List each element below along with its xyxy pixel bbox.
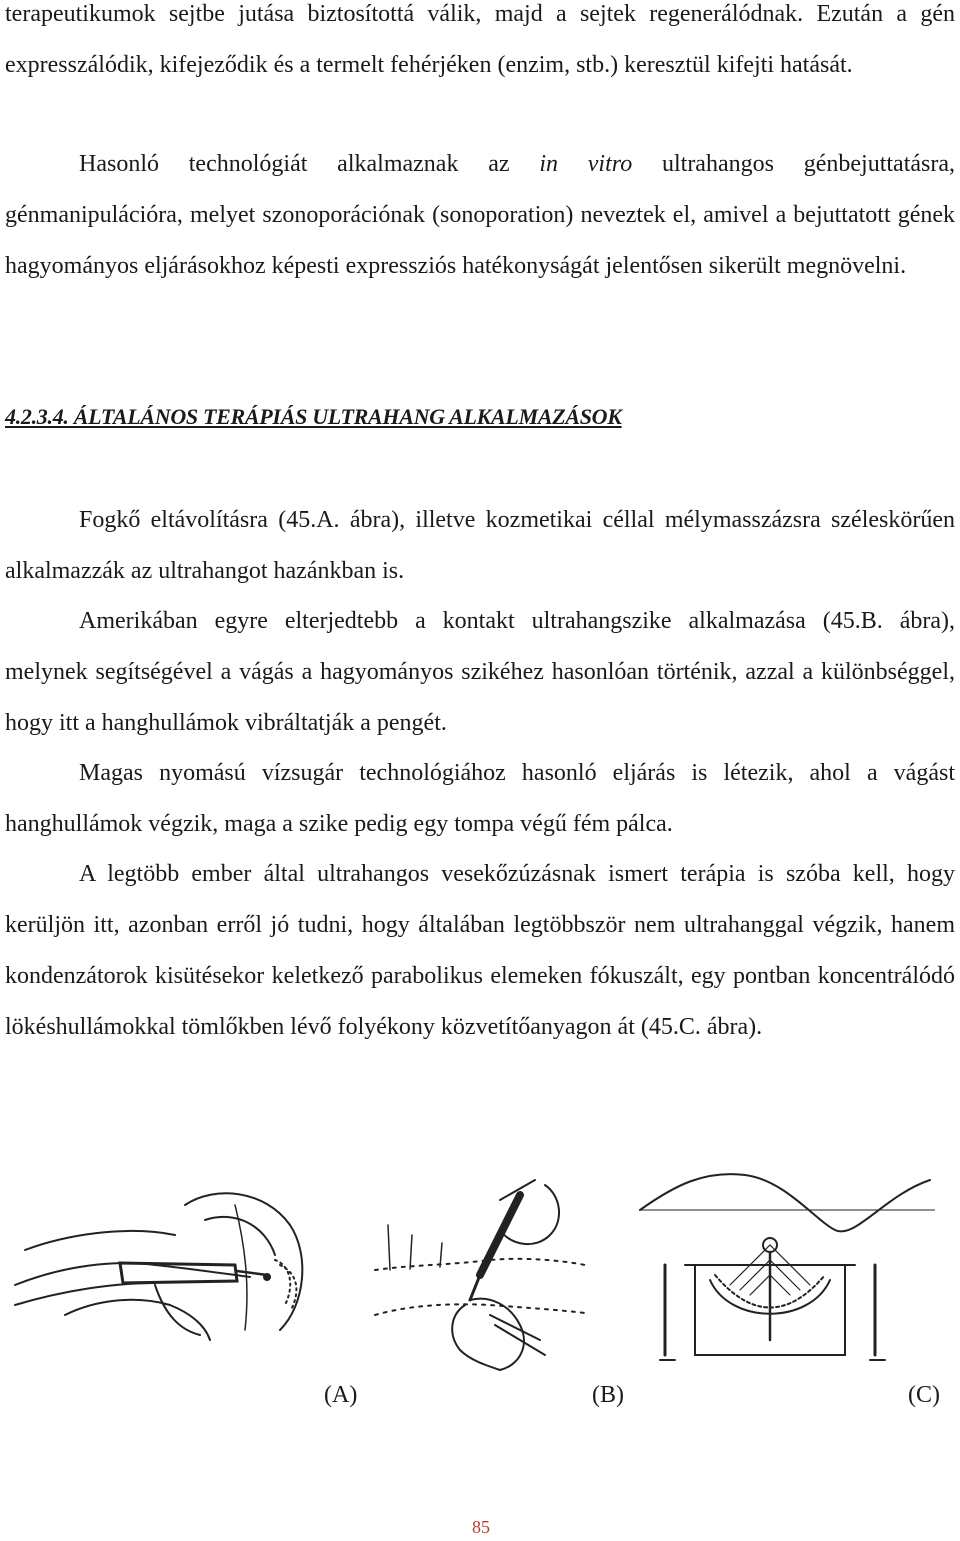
figure-caption-a: (A) — [324, 1382, 358, 1408]
paragraph-sonoporation-text-1: Hasonló technológiát alkalmaznak az — [79, 151, 540, 177]
figure-caption-b: (B) — [592, 1382, 624, 1408]
paragraph-lithotripsy: A legtöbb ember által ultrahangos vesekőzúzásnak ismert terápia is szóba kell, hogy kerüljön itt, azonban erről jó tudni, hogy általában legtöbbször nem ultrahanggal végzik, hanem kondenzátorok kisütésekor keletkező parabolikus elemeken fókuszált, egy pontban koncentrálódó lökéshullámokkal tömlőkben lévő folyékony közvetítőanyagon át (45.C. ábra). — [5, 861, 955, 1040]
figure-dental-scaler-drawing — [5, 1165, 325, 1365]
section-heading: 4.2.3.4. ÁLTALÁNOS TERÁPIÁS ULTRAHANG ALKALMAZÁSOK — [5, 404, 622, 429]
in-vitro-term: in vitro — [539, 151, 633, 177]
paragraph-ultrasonic-scalpel: Amerikában egyre elterjedtebb a kontakt ultrahangszike alkalmazása (45.B. ábra), melynek segítségével a vágás a hagyományos szikéhez hasonlóan történik, azzal a különbséggel, hogy itt a hanghullámok vibráltatják a pengét. — [5, 608, 955, 736]
page-number: 85 — [472, 1517, 490, 1537]
paragraph-gene-expression: terapeutikumok sejtbe jutása biztosítottá válik, majd a sejtek regenerálódnak. Ezután a gén expresszálódik, kifejeződik és a termelt fehérjéken (enzim, stb.) keresztül kifejti hatását. — [5, 1, 955, 78]
paragraph-dental-scaling: Fogkő eltávolításra (45.A. ábra), illetve kozmetikai céllal mélymasszázsra széleskörűen alkalmazzák az ultrahangot hazánkban is. — [5, 507, 955, 584]
figure-caption-c: (C) — [908, 1382, 940, 1408]
paragraph-sonoporation-text-2: ultrahangos génbejuttatásra, génmanipulációra, melyet szonoporációnak (sonoporation) neveztek el, amivel a bejuttatott gének hagyományos eljárásokhoz képesti expressziós hatékonyságát jelentősen sikerült megnövelni. — [5, 151, 955, 279]
paragraph-sonoporation — [5, 139, 955, 292]
paragraph-water-jet: Magas nyomású vízsugár technológiához hasonló eljárás is létezik, ahol a vágást hanghullámok végzik, maga a szike pedig egy tompa végű fém pálca. — [5, 760, 955, 837]
figure-ultrasonic-scalpel-drawing — [370, 1165, 590, 1375]
figure-lithotripter-diagram — [635, 1165, 935, 1365]
